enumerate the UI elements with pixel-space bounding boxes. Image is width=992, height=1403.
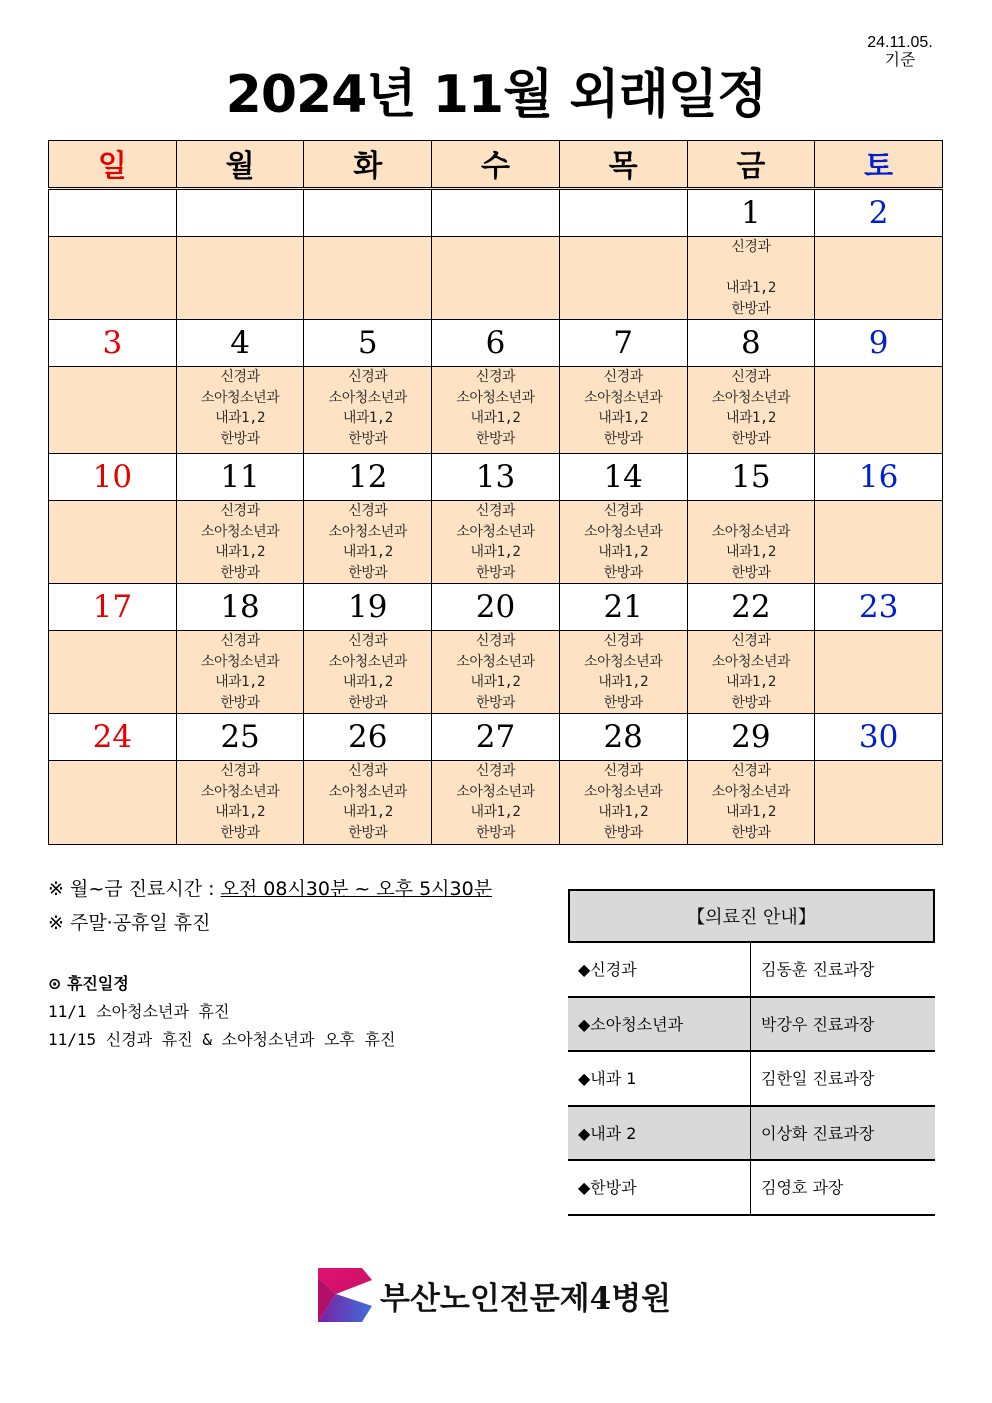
clinic-dept: 한방과 (731, 300, 771, 317)
clinic-dept: 내과1,2 (215, 804, 265, 820)
clinic-dept: 신경과 (348, 369, 388, 385)
date-cell (176, 189, 304, 237)
date-cell: 13 (432, 454, 560, 501)
clinic-dept: 신경과 (348, 763, 388, 779)
clinic-dept: 신경과 (603, 503, 643, 519)
clinic-dept (49, 563, 176, 584)
clinic-dept: 내과1,2 (342, 804, 393, 820)
clinic-cell (432, 631, 560, 714)
basis-text: 기준 (884, 52, 916, 69)
clinic-cell (304, 367, 432, 454)
clinic-dept (432, 299, 559, 320)
clinic-dept (815, 563, 942, 584)
date-cell: 25 (176, 714, 304, 761)
basis-date: 24.11.05. (867, 34, 933, 51)
clinic-cell (432, 237, 560, 320)
staff-doctor: 김동훈 진료과장 (761, 960, 875, 979)
clinic-dept: 내과1,2 (342, 410, 393, 426)
hospital-name: 부산노인전문제4병원 (380, 1280, 672, 1317)
clinic-dept (815, 299, 942, 320)
date-cell: 6 (432, 320, 560, 367)
clinic-dept: 내과1,2 (598, 410, 649, 426)
date-cell: 19 (304, 584, 432, 631)
schedule-calendar (48, 140, 943, 845)
closure-item: 11/15 신경과 휴진 & 소아청소년과 오후 휴진 (48, 1030, 396, 1049)
clinic-dept (49, 429, 176, 450)
staff-dept: ◆내과 2 (568, 1107, 751, 1160)
clinic-dept (815, 542, 942, 563)
date-cell: 5 (304, 320, 432, 367)
hospital-logo (316, 1266, 671, 1324)
clinic-dept: 소아청소년과 (200, 389, 280, 406)
clinic-dept: 내과1,2 (215, 410, 265, 426)
clinic-dept: 내과1,2 (725, 544, 776, 560)
date-cell: 27 (432, 714, 560, 761)
clinic-dept (49, 652, 176, 673)
clinic-cell (687, 761, 815, 845)
clinic-dept (49, 761, 176, 782)
clinic-dept: 소아청소년과 (200, 653, 280, 670)
clinic-dept (49, 367, 176, 388)
clinic-dept: 소아청소년과 (711, 653, 790, 670)
clinic-dept (49, 542, 176, 563)
date-cell (432, 189, 560, 237)
clinic-dept: 신경과 (475, 633, 515, 649)
date-cell: 30 (815, 714, 943, 761)
staff-row (568, 943, 935, 998)
clinic-dept: 신경과 (603, 369, 643, 385)
clinic-dept: 한방과 (603, 824, 643, 841)
hours-note (48, 872, 492, 906)
clinic-dept: 내과1,2 (470, 410, 521, 426)
date-cell: 4 (176, 320, 304, 367)
clinic-dept (688, 501, 815, 522)
clinic-dept (815, 388, 942, 409)
clinic-dept: 내과1,2 (725, 280, 776, 296)
date-row (49, 714, 943, 761)
clinic-cell (49, 631, 177, 714)
clinic-dept (815, 782, 942, 803)
clinic-dept: 신경과 (731, 763, 771, 779)
clinic-dept: 신경과 (220, 763, 260, 779)
clinic-dept (49, 693, 176, 714)
clinic-cell (559, 237, 687, 320)
date-cell: 8 (687, 320, 815, 367)
clinic-dept (49, 501, 176, 522)
clinic-dept: 소아청소년과 (328, 523, 407, 540)
clinic-dept: 소아청소년과 (456, 653, 535, 670)
clinic-notes (48, 872, 492, 940)
hours-prefix: ※ 월~금 진료시간 : (48, 878, 221, 900)
clinic-dept: 한방과 (603, 564, 643, 581)
clinic-cell (432, 761, 560, 845)
clinic-dept: 한방과 (731, 694, 771, 711)
staff-table (568, 889, 935, 1216)
weekday-sun: 일 (49, 141, 177, 189)
clinic-dept: 한방과 (348, 824, 388, 841)
clinic-dept: 내과1,2 (342, 544, 393, 560)
clinic-dept (688, 258, 815, 279)
clinic-dept: 한방과 (348, 694, 388, 711)
clinic-dept: 내과1,2 (725, 674, 776, 690)
clinic-dept: 신경과 (220, 369, 260, 385)
clinic-dept: 소아청소년과 (328, 783, 407, 800)
clinic-dept: 소아청소년과 (584, 389, 663, 406)
date-cell: 17 (49, 584, 177, 631)
clinic-dept: 소아청소년과 (456, 783, 535, 800)
clinic-cell (815, 367, 943, 454)
clinic-dept: 내과1,2 (215, 544, 265, 560)
staff-dept: ◆내과 1 (568, 1052, 751, 1105)
clinic-dept: 신경과 (731, 633, 771, 649)
clinic-dept (304, 237, 431, 258)
clinic-dept: 신경과 (475, 369, 515, 385)
clinic-cell (432, 501, 560, 584)
clinic-dept (560, 299, 687, 320)
staff-row (568, 1107, 935, 1162)
clinic-dept (560, 258, 687, 279)
clinic-dept (432, 258, 559, 279)
clinic-dept (815, 652, 942, 673)
clinic-dept (815, 258, 942, 279)
date-cell: 20 (432, 584, 560, 631)
clinic-dept: 내과1,2 (342, 674, 393, 690)
staff-dept: ◆소아청소년과 (568, 998, 751, 1051)
clinic-dept: 소아청소년과 (584, 783, 663, 800)
clinic-dept: 한방과 (731, 430, 771, 447)
clinic-cell (49, 237, 177, 320)
clinic-cell (815, 237, 943, 320)
date-cell: 3 (49, 320, 177, 367)
date-row (49, 584, 943, 631)
clinic-cell (687, 501, 815, 584)
clinic-dept (815, 672, 942, 693)
clinic-dept: 신경과 (731, 239, 771, 255)
weekday-header-row (49, 141, 943, 189)
clinic-dept: 한방과 (220, 430, 260, 447)
clinic-dept (560, 278, 687, 299)
date-cell: 11 (176, 454, 304, 501)
clinic-dept (49, 672, 176, 693)
clinic-dept: 한방과 (475, 564, 515, 581)
clinic-cell (559, 631, 687, 714)
staff-heading: 【의료진 안내】 (568, 889, 935, 943)
staff-doctor: 박강우 진료과장 (761, 1014, 875, 1034)
clinic-dept (49, 278, 176, 299)
clinic-dept (49, 299, 176, 320)
clinic-dept: 신경과 (348, 633, 388, 649)
clinic-dept: 한방과 (348, 564, 388, 581)
clinic-dept: 신경과 (220, 633, 260, 649)
clinic-dept: 내과1,2 (470, 674, 521, 690)
clinic-cell (559, 761, 687, 845)
clinic-cell (559, 367, 687, 454)
weekday-thu: 목 (559, 141, 687, 189)
clinic-cell (49, 761, 177, 845)
date-cell: 24 (49, 714, 177, 761)
staff-dept: ◆신경과 (568, 943, 751, 996)
clinic-dept: 한방과 (220, 564, 260, 581)
clinic-dept: 내과1,2 (470, 804, 521, 820)
closure-schedule (48, 970, 395, 1054)
clinic-row (49, 631, 943, 714)
clinic-cell (304, 761, 432, 845)
clinic-dept (177, 258, 304, 279)
staff-dept: ◆한방과 (568, 1161, 751, 1214)
closure-item: 11/1 소아청소년과 휴진 (48, 1002, 230, 1021)
clinic-dept: 내과1,2 (215, 674, 265, 690)
clinic-cell (687, 631, 815, 714)
clinic-row (49, 367, 943, 454)
clinic-dept: 내과1,2 (725, 410, 776, 426)
clinic-dept: 소아청소년과 (200, 523, 280, 540)
clinic-dept: 한방과 (731, 564, 771, 581)
hospital-logo-icon (316, 1266, 374, 1324)
date-row (49, 320, 943, 367)
clinic-dept (815, 237, 942, 258)
clinic-dept (815, 693, 942, 714)
clinic-dept (815, 761, 942, 782)
clinic-dept: 내과1,2 (470, 544, 521, 560)
date-cell: 16 (815, 454, 943, 501)
clinic-dept (815, 823, 942, 844)
weekday-sat: 토 (815, 141, 943, 189)
clinic-dept: 소아청소년과 (456, 523, 535, 540)
clinic-dept (815, 631, 942, 652)
date-cell: 23 (815, 584, 943, 631)
clinic-cell (304, 631, 432, 714)
staff-row (568, 998, 935, 1053)
date-cell: 1 (687, 189, 815, 237)
clinic-dept (49, 631, 176, 652)
clinic-dept: 한방과 (731, 824, 771, 841)
clinic-row (49, 237, 943, 320)
clinic-dept: 소아청소년과 (200, 783, 280, 800)
clinic-dept (177, 299, 304, 320)
clinic-cell (176, 761, 304, 845)
clinic-dept: 신경과 (475, 763, 515, 779)
clinic-dept: 소아청소년과 (584, 523, 663, 540)
date-cell: 15 (687, 454, 815, 501)
hours-value: 오전 08시30분 ~ 오후 5시30분 (220, 878, 493, 900)
clinic-cell (687, 367, 815, 454)
clinic-cell (176, 631, 304, 714)
date-cell: 7 (559, 320, 687, 367)
clinic-dept (815, 408, 942, 429)
clinic-dept (49, 258, 176, 279)
closure-heading: ⊙ 휴진일정 (48, 974, 129, 993)
calendar-body (49, 189, 943, 845)
staff-row (568, 1161, 935, 1216)
date-cell: 2 (815, 189, 943, 237)
clinic-dept (49, 823, 176, 844)
clinic-dept: 소아청소년과 (711, 783, 790, 800)
clinic-dept (49, 408, 176, 429)
clinic-dept: 소아청소년과 (584, 653, 663, 670)
clinic-dept (815, 367, 942, 388)
clinic-dept (560, 237, 687, 258)
clinic-cell (49, 367, 177, 454)
clinic-dept: 한방과 (220, 824, 260, 841)
weekday-fri: 금 (687, 141, 815, 189)
clinic-dept: 내과1,2 (725, 804, 776, 820)
clinic-dept (304, 299, 431, 320)
date-cell (49, 189, 177, 237)
date-cell: 22 (687, 584, 815, 631)
clinic-dept: 소아청소년과 (328, 389, 407, 406)
clinic-dept: 한방과 (475, 694, 515, 711)
date-cell: 28 (559, 714, 687, 761)
date-cell: 21 (559, 584, 687, 631)
weekday-tue: 화 (304, 141, 432, 189)
clinic-dept: 한방과 (603, 430, 643, 447)
clinic-row (49, 501, 943, 584)
clinic-cell (815, 501, 943, 584)
clinic-dept (304, 278, 431, 299)
clinic-dept (304, 258, 431, 279)
clinic-dept (49, 522, 176, 543)
clinic-dept (49, 782, 176, 803)
clinic-cell (559, 501, 687, 584)
clinic-dept (815, 522, 942, 543)
clinic-dept (815, 501, 942, 522)
clinic-cell (815, 761, 943, 845)
date-cell: 26 (304, 714, 432, 761)
clinic-dept (815, 429, 942, 450)
clinic-dept (49, 237, 176, 258)
clinic-cell (176, 367, 304, 454)
clinic-dept: 소아청소년과 (328, 653, 407, 670)
clinic-dept (432, 278, 559, 299)
clinic-dept (177, 237, 304, 258)
clinic-dept (49, 802, 176, 823)
clinic-dept: 한방과 (220, 694, 260, 711)
clinic-cell (49, 501, 177, 584)
clinic-dept (815, 802, 942, 823)
staff-doctor: 김한일 진료과장 (761, 1069, 875, 1088)
clinic-dept (49, 388, 176, 409)
clinic-cell (815, 631, 943, 714)
date-row (49, 189, 943, 237)
date-cell: 18 (176, 584, 304, 631)
date-cell: 10 (49, 454, 177, 501)
clinic-dept: 소아청소년과 (711, 389, 790, 406)
clinic-dept (432, 237, 559, 258)
clinic-dept: 소아청소년과 (711, 523, 790, 540)
clinic-dept (815, 278, 942, 299)
clinic-cell (176, 237, 304, 320)
clinic-cell (687, 237, 815, 320)
clinic-cell (176, 501, 304, 584)
date-cell: 14 (559, 454, 687, 501)
weekend-note: ※ 주말·공휴일 휴진 (48, 912, 211, 934)
clinic-cell (432, 367, 560, 454)
clinic-dept: 신경과 (603, 763, 643, 779)
date-cell (559, 189, 687, 237)
clinic-dept: 신경과 (731, 369, 771, 385)
clinic-cell (304, 501, 432, 584)
date-cell (304, 189, 432, 237)
clinic-dept: 한방과 (475, 430, 515, 447)
date-row (49, 454, 943, 501)
staff-row (568, 1052, 935, 1107)
clinic-cell (304, 237, 432, 320)
clinic-dept: 신경과 (220, 503, 260, 519)
staff-doctor: 김영호 과장 (761, 1178, 844, 1197)
staff-doctor: 이상화 진료과장 (761, 1123, 875, 1143)
date-cell: 12 (304, 454, 432, 501)
clinic-dept: 신경과 (348, 503, 388, 519)
clinic-dept: 소아청소년과 (456, 389, 535, 406)
clinic-dept: 신경과 (603, 633, 643, 649)
clinic-dept: 한방과 (475, 824, 515, 841)
clinic-row (49, 761, 943, 845)
clinic-dept: 신경과 (475, 503, 515, 519)
date-cell: 9 (815, 320, 943, 367)
weekday-mon: 월 (176, 141, 304, 189)
date-cell: 29 (687, 714, 815, 761)
clinic-dept: 내과1,2 (598, 674, 649, 690)
clinic-dept: 한방과 (348, 430, 388, 447)
weekday-wed: 수 (432, 141, 560, 189)
page-title: 2024년 11월 외래일정 (225, 65, 767, 125)
clinic-dept (177, 278, 304, 299)
clinic-dept: 내과1,2 (598, 544, 649, 560)
clinic-dept: 한방과 (603, 694, 643, 711)
clinic-dept: 내과1,2 (598, 804, 649, 820)
